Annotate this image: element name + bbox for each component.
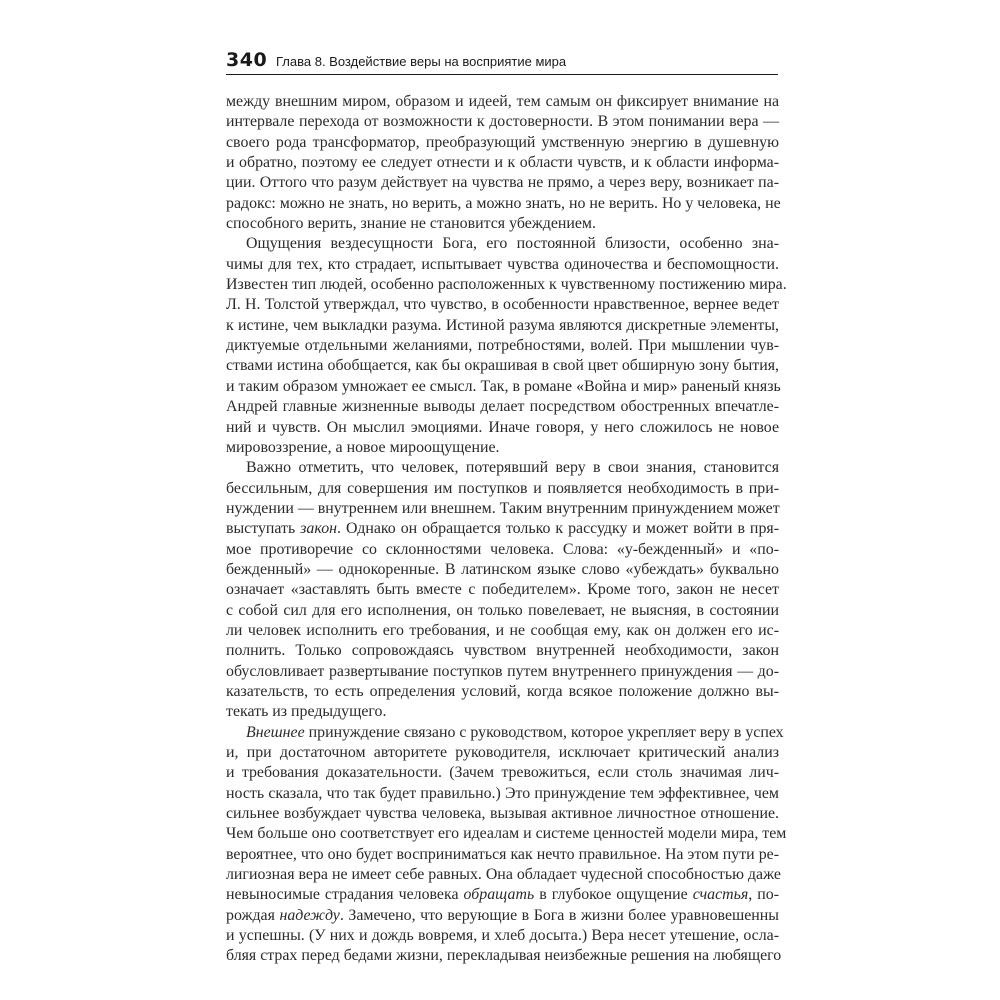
text-run: принуждение связано с руководством, которое укрепляет веру в успех [304, 723, 784, 741]
text-run: бессильным, для совершения им поступков и появляется необходимость в при- [226, 479, 779, 497]
paragraph [226, 723, 787, 967]
text-run: способного верить, знание не становится убеждением. [226, 215, 596, 233]
text-run: Важно отметить, что человек, потерявший веру в свои знания, становится [246, 459, 779, 477]
text-run: интервале перехода от возможности к достоверности. В этом понимании вера — [226, 113, 779, 131]
paragraph [226, 458, 779, 722]
paragraph [226, 234, 787, 458]
emphasis-text: Внешнее [246, 723, 305, 741]
text-run: между внешним миром, образом и идеей, тем самым он фиксирует внимание на [226, 93, 779, 110]
text-run: нуждении — внутреннем или внешнем. Таким внутренним принуждением может [226, 499, 780, 517]
text-run: диктуемые отдельными желаниями, потребностями, волей. При мышлении чув- [226, 337, 779, 355]
text-run: мировоззрение, а новое мироощущение. [226, 438, 500, 456]
text-run: и обратно, поэтому ее следует отнести и к области чувств, и к области информа- [226, 154, 779, 172]
text-run: бежденный» — однокоренные. В латинском языке слово «убеждать» буквально [226, 560, 779, 578]
page-header [226, 50, 778, 75]
text-run: . Однако он обращается только к рассудку и может войти в пря- [337, 520, 779, 538]
emphasis-text: счастья [692, 886, 749, 904]
text-run: в глубокое ощущение [534, 886, 693, 904]
text-run: Чем больше оно соответствует его идеалам и системе ценностей модели мира, тем [226, 825, 787, 843]
text-line [226, 784, 779, 804]
text-run: и таким образом умножает ее смысл. Так, в романе «Война и мир» раненый князь [226, 377, 781, 395]
text-line [226, 336, 779, 356]
text-run: текать из предыдущего. [226, 703, 387, 721]
text-line [226, 92, 779, 112]
text-line [226, 804, 779, 824]
text-run: ции. Оттого что разум действует на чувства не прямо, а через веру, возникает па- [226, 174, 779, 192]
text-line [226, 479, 779, 499]
text-line [226, 112, 779, 132]
text-line [226, 194, 779, 214]
text-line [226, 255, 779, 275]
text-line [226, 438, 779, 458]
text-run: Ощущения вездесущности Бога, его постоянной близости, особенно зна- [246, 235, 779, 253]
text-run: своего рода трансформатор, преобразующий умственную энергию в душевную [226, 133, 779, 151]
text-run: ность сказала, что так будет правильно.) Это принуждение тем эффективнее, чем [226, 784, 779, 802]
text-line [226, 580, 779, 600]
text-run: Андрей главные жизненные выводы делает посредством обостренных впечатле- [226, 398, 779, 416]
text-line [226, 641, 779, 661]
text-run: лигиозная вера не имеет себе равных. Она обладает чудесной способностью даже [226, 866, 781, 884]
text-line [226, 234, 779, 254]
text-line [226, 519, 779, 539]
emphasis-text: надежду [279, 906, 340, 924]
text-run: ли человек исполнить его требования, и не сообщая ему, как он должен его ис- [226, 621, 779, 639]
paragraph [226, 92, 779, 234]
text-line [226, 824, 787, 844]
text-line [226, 662, 779, 682]
text-run: бляя страх перед бедами жизни, перекладывая неизбежные решения на любящего [226, 947, 782, 965]
text-line [226, 275, 787, 295]
text-line [226, 316, 779, 336]
text-run: и, при достаточном авторитете руководителя, исключает критический анализ [226, 744, 779, 761]
text-line [226, 865, 779, 885]
text-run: полнить. Только сопровождаясь чувством внутренней необходимости, закон [226, 642, 779, 660]
text-run: . Замечено, что верующие в Бога в жизни более уравновешенны [339, 906, 779, 924]
text-line [226, 926, 779, 946]
emphasis-text: обращать [463, 886, 535, 904]
body-text [226, 92, 787, 967]
text-line [226, 214, 779, 234]
text-line [226, 845, 779, 865]
text-run: казательств, то есть определения условий, когда всякое положение должно вы- [226, 682, 779, 700]
text-line [226, 702, 779, 722]
text-run: мое противоречие со склонностями человека. Слова: «у-бежденный» и «по- [226, 540, 779, 558]
text-line [226, 560, 779, 580]
text-run: к истине, чем выкладки разума. Истиной разума являются дискретные элементы, [226, 316, 779, 334]
text-line [226, 133, 779, 153]
text-run: с собой сил для его исполнения, он только повелевает, не выясняя, в состоянии [226, 601, 779, 619]
page-number: 340 [226, 49, 268, 71]
text-line [226, 723, 784, 743]
text-line [226, 458, 779, 478]
text-run: ствами истина обобщается, как бы окрашивая в свой цвет обширную зону бытия, [226, 357, 779, 375]
text-line [226, 906, 779, 926]
text-run: невыносимые страдания человека [226, 886, 464, 904]
text-run: Известен тип людей, особенно расположенных к чувственному постижению мира. [226, 276, 787, 294]
text-run: ний и чувств. Он мыслил эмоциями. Иначе говоря, у него сложилось не новое [226, 418, 779, 436]
text-line [226, 499, 779, 519]
text-run: вероятнее, что оно будет восприниматься как нечто правильное. На этом пути ре- [226, 845, 779, 863]
running-head: Глава 8. Воздействие веры на восприятие мира [276, 54, 567, 69]
text-line [226, 295, 779, 315]
text-line [226, 682, 779, 702]
text-line [226, 397, 779, 417]
text-run: , по- [748, 886, 780, 904]
text-line [226, 763, 779, 783]
text-line [226, 601, 779, 621]
text-run: и успешны. (У них и дождь вовремя, и хлеб досыта.) Вера несет утешение, осла- [226, 927, 779, 945]
text-line [226, 153, 779, 173]
text-line [226, 356, 779, 376]
text-line [226, 377, 779, 397]
text-line [226, 621, 779, 641]
text-line [226, 173, 779, 193]
text-run: выступать [226, 520, 301, 538]
text-line [226, 743, 779, 763]
emphasis-text: закон [300, 520, 338, 538]
text-run: Л. Н. Толстой утверждал, что чувство, в особенности нравственное, вернее ведет [226, 296, 779, 314]
text-line [226, 885, 779, 905]
text-run: сильнее возбуждает чувства человека, вызывая активное личностное отношение. [226, 805, 779, 823]
text-run: обусловливает развертывание поступков путем внутреннего принуждения — до- [226, 662, 779, 680]
text-line [226, 946, 782, 966]
text-run: означает «заставлять быть вместе с победителем». Кроме того, закон не несет [226, 581, 779, 599]
text-run: радокс: можно не знать, но верить, а можно знать, но не верить. Но у человека, не [226, 194, 781, 212]
text-run: рождая [226, 906, 280, 924]
text-line [226, 418, 779, 438]
text-run: чимы для тех, кто страдает, испытывает чувства одиночества и беспомощности. [226, 255, 779, 273]
text-line [226, 540, 779, 560]
text-run: и требования доказательности. (Зачем тревожиться, если столь значимая лич- [226, 764, 779, 782]
